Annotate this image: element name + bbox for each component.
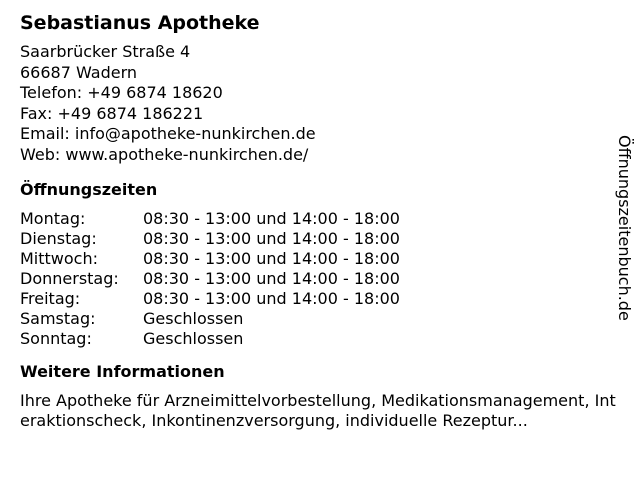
hours-row-saturday: [20, 309, 620, 329]
hours-time-value: 08:30 - 13:00 und 14:00 - 18:00: [143, 249, 400, 268]
hours-time-value: Geschlossen: [143, 309, 244, 328]
pharmacy-name: Sebastianus Apotheke: [20, 12, 260, 34]
hours-day-label: Freitag:: [20, 289, 81, 308]
web-line: Web: www.apotheke-nunkirchen.de/: [20, 144, 309, 164]
address-city: 66687 Wadern: [20, 62, 138, 82]
hours-day-label: Samstag:: [20, 309, 96, 328]
opening-hours-heading: Öffnungszeiten: [20, 180, 158, 199]
email-line: Email: info@apotheke-nunkirchen.de: [20, 124, 316, 143]
hours-time-value: 08:30 - 13:00 und 14:00 - 18:00: [143, 209, 400, 228]
hours-time-value: 08:30 - 13:00 und 14:00 - 18:00: [143, 269, 400, 288]
hours-row-friday: [20, 289, 620, 309]
hours-day-label: Dienstag:: [20, 229, 97, 248]
opening-hours-table: [20, 209, 620, 349]
hours-row-sunday: [20, 329, 620, 349]
hours-day-label: Mittwoch:: [20, 249, 98, 268]
hours-day-label: Sonntag:: [20, 329, 92, 348]
hours-row-thursday: [20, 269, 620, 289]
hours-time-value: Geschlossen: [143, 329, 244, 348]
hours-row-wednesday: [20, 249, 620, 269]
hours-day-label: Donnerstag:: [20, 269, 119, 288]
fax-line: Fax: +49 6874 186221: [20, 103, 204, 123]
address-street: Saarbrücker Straße 4: [20, 42, 191, 61]
hours-row-tuesday: [20, 229, 620, 249]
hours-time-value: 08:30 - 13:00 und 14:00 - 18:00: [143, 229, 400, 248]
further-info-heading: Weitere Informationen: [20, 362, 225, 381]
further-info-text: Ihre Apotheke für Arzneimittelvorbestellung, Medikationsmanagement, Interaktionscheck, Inkontinenzversorgung, individuelle Rezeptur...: [20, 391, 616, 430]
phone-line: Telefon: +49 6874 18620: [20, 83, 223, 102]
hours-day-label: Montag:: [20, 209, 86, 228]
hours-row-monday: [20, 209, 620, 229]
contact-block: [20, 42, 620, 165]
hours-time-value: 08:30 - 13:00 und 14:00 - 18:00: [143, 289, 400, 308]
brand-watermark: Öffnungszeitenbuch.de: [615, 135, 634, 321]
pharmacy-card: [20, 10, 620, 431]
